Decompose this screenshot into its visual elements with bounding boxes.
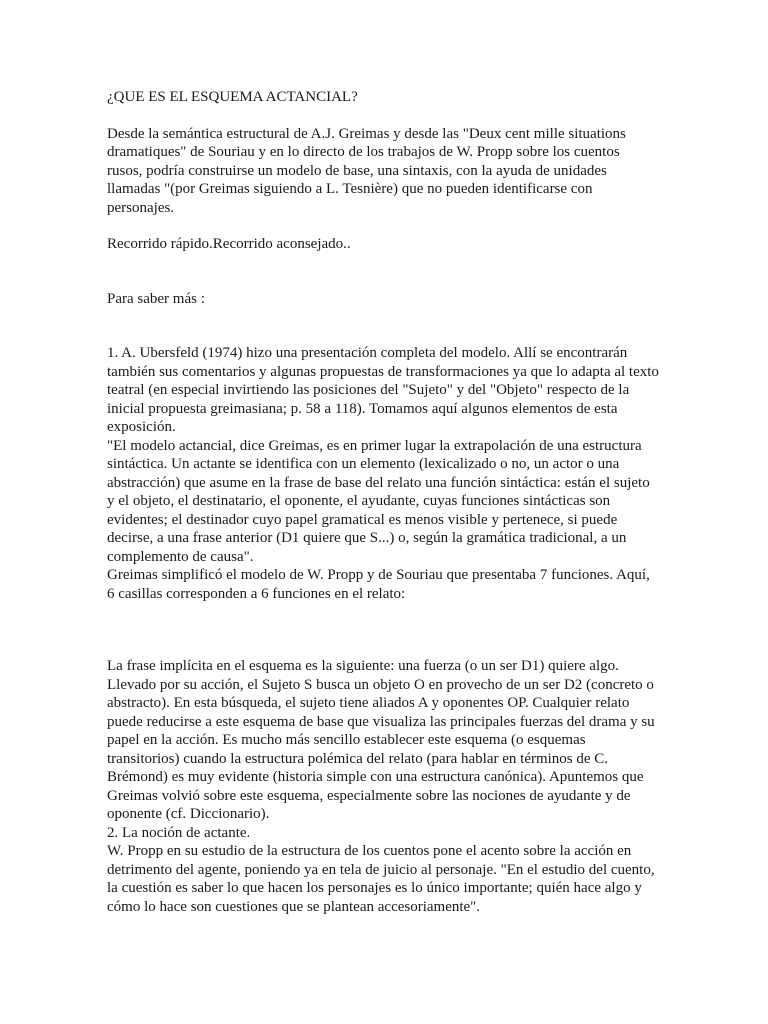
document-title: ¿QUE ES EL ESQUEMA ACTANCIAL? [107, 89, 358, 105]
paragraph-frase-implicita: La frase implícita en el esquema es la siguiente: una fuerza (o un ser D1) quiere algo. Llevado por su acción, el Sujeto S busca un objeto O en provecho de un ser D2 (concreto o abstracto). En esta búsqueda, el sujeto tiene aliados A y oponentes OP. Cualquier relato puede reducirse a este esquema de base que visualiza las principales fuerzas del drama y su papel en la acción. Es mucho más sencillo establecer este esquema (o esquemas transitorios) cuando la estructura polémica del relato (para hablar en términos de C. Brémond) es muy evidente (historia simple con una estructura canónica). Apuntemos que Greimas volvió sobre este esquema, especialmente sobre las nociones de ayudante y de oponente (cf. Diccionario). 2. La noción de actante. W. Propp en su estudio de la estructura de los cuentos pone el acento sobre la acción en detrimento del agente, poniendo ya en tela de juicio al personaje. "En el estudio del cuento, la cuestión es saber lo que hacen los personajes es lo único importante; quién hace algo y cómo lo hace son cuestiones que se plantean accesoriamente". [107, 658, 655, 915]
intro-paragraph: Desde la semántica estructural de A.J. Greimas y desde las "Deux cent mille situations dramatiques" de Souriau y en lo directo de los trabajos de W. Propp sobre los cuentos rusos, podría construirse un modelo de base, una sintaxis, con la ayuda de unidades llamadas "(por Greimas siguiendo a L. Tesnière) que no pueden identificarse con personajes. [107, 125, 626, 216]
reading-links: Recorrido rápido.Recorrido aconsejado.. [107, 236, 351, 252]
document-body [107, 88, 677, 916]
paragraph-ubersfeld: 1. A. Ubersfeld (1974) hizo una presentación completa del modelo. Allí se encontrarán también sus comentarios y algunas propuestas de transformaciones ya que lo adapta al texto teatral (en especial invirtiendo las posiciones del "Sujeto" y del "Objeto" respecto de la inicial propuesta greimasiana; p. 58 a 118). Tomamos aquí algunos elementos de esta exposición. "El modelo actancial, dice Greimas, es en primer lugar la extrapolación de una estructura sintáctica. Un actante se identifica con un elemento (lexicalizado o no, un actor o una abstracción) que asume en la frase de base del relato una función sintáctica: están el sujeto y el objeto, el destinatario, el oponente, el ayudante, cuyas funciones sintácticas son evidentes; el destinador cuyo papel gramatical es menos visible y pertenece, si puede decirse, a una frase anterior (D1 quiere que S...) o, según la gramática tradicional, a un complemento de causa". Greimas simplificó el modelo de W. Propp y de Souriau que presentaba 7 funciones. Aquí, 6 casillas corresponden a 6 funciones en el relato: [107, 345, 659, 602]
section-heading-saber-mas: Para saber más : [107, 290, 205, 307]
